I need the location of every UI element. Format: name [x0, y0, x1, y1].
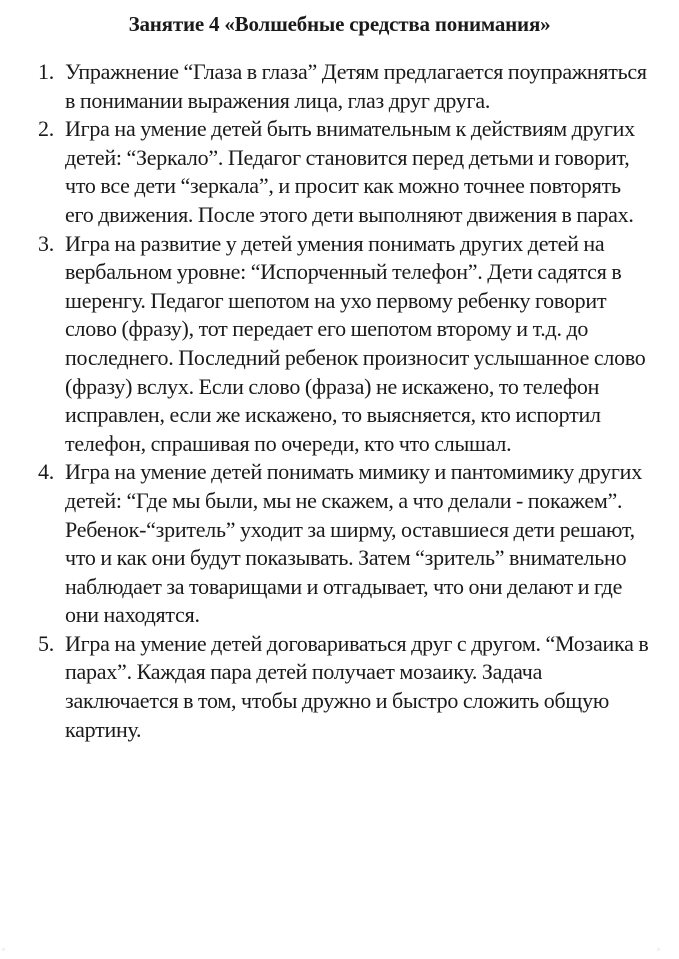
item-text: Игра на умение детей договариваться друг с другом. “Мозаика в парах”. Каждая пара детей получает мозаику. Задача заключается в том, чтобы дружно и быстро сложить общую картину.	[65, 630, 649, 742]
item-number: 4.	[38, 459, 54, 485]
exercise-list	[38, 58, 653, 744]
list-item	[38, 115, 653, 229]
item-number: 1.	[38, 59, 54, 84]
item-number: 3.	[38, 230, 54, 256]
list-item	[38, 58, 653, 115]
scan-mark-right: ▫	[657, 945, 660, 954]
item-text: Игра на умение детей быть внимательным к действиям других детей: “Зеркало”. Педагог становится перед детьми и говорит, что все дети “зеркала”, и просит как можно точнее повторять его движения. После этого дети выполняют движения в парах.	[65, 116, 635, 227]
item-text: Игра на развитие у детей умения понимать других детей на вербальном уровне: “Испорченный телефон”. Дети садятся в шеренгу. Педагог шепотом на ухо первому ребенку говорит слово (фразу), тот передает его шепотом второму и т.д. до последнего. Последний ребенок произносит услышанное слово (фразу) вслух. Если слово (фраза) не искажено, то телефон исправлен, если же искажено, то выясняется, кто испортил телефон, спрашивая по очереди, кто что слышал.	[65, 230, 646, 456]
list-item	[38, 458, 653, 630]
item-number: 5.	[38, 630, 54, 656]
scan-mark-left: ▫	[2, 945, 5, 954]
item-text: Игра на умение детей понимать мимику и пантомимику других детей: “Где мы были, мы не скажем, а что делали - покажем”. Ребенок-“зритель” уходит за ширму, оставшиеся дети решают, что и как они будут показывать. Затем “зритель” внимательно наблюдает за товарищами и отгадывает, что они делают и где они находятся.	[65, 459, 642, 628]
list-item	[38, 230, 653, 459]
page-title: Занятие 4 «Волшебные средства понимания»	[128, 12, 551, 36]
item-text: Упражнение “Глаза в глаза” Детям предлагается поупражняться в понимании выражения лица, глаз друг друга.	[65, 59, 647, 113]
item-number: 2.	[38, 116, 54, 142]
list-item	[38, 630, 653, 744]
